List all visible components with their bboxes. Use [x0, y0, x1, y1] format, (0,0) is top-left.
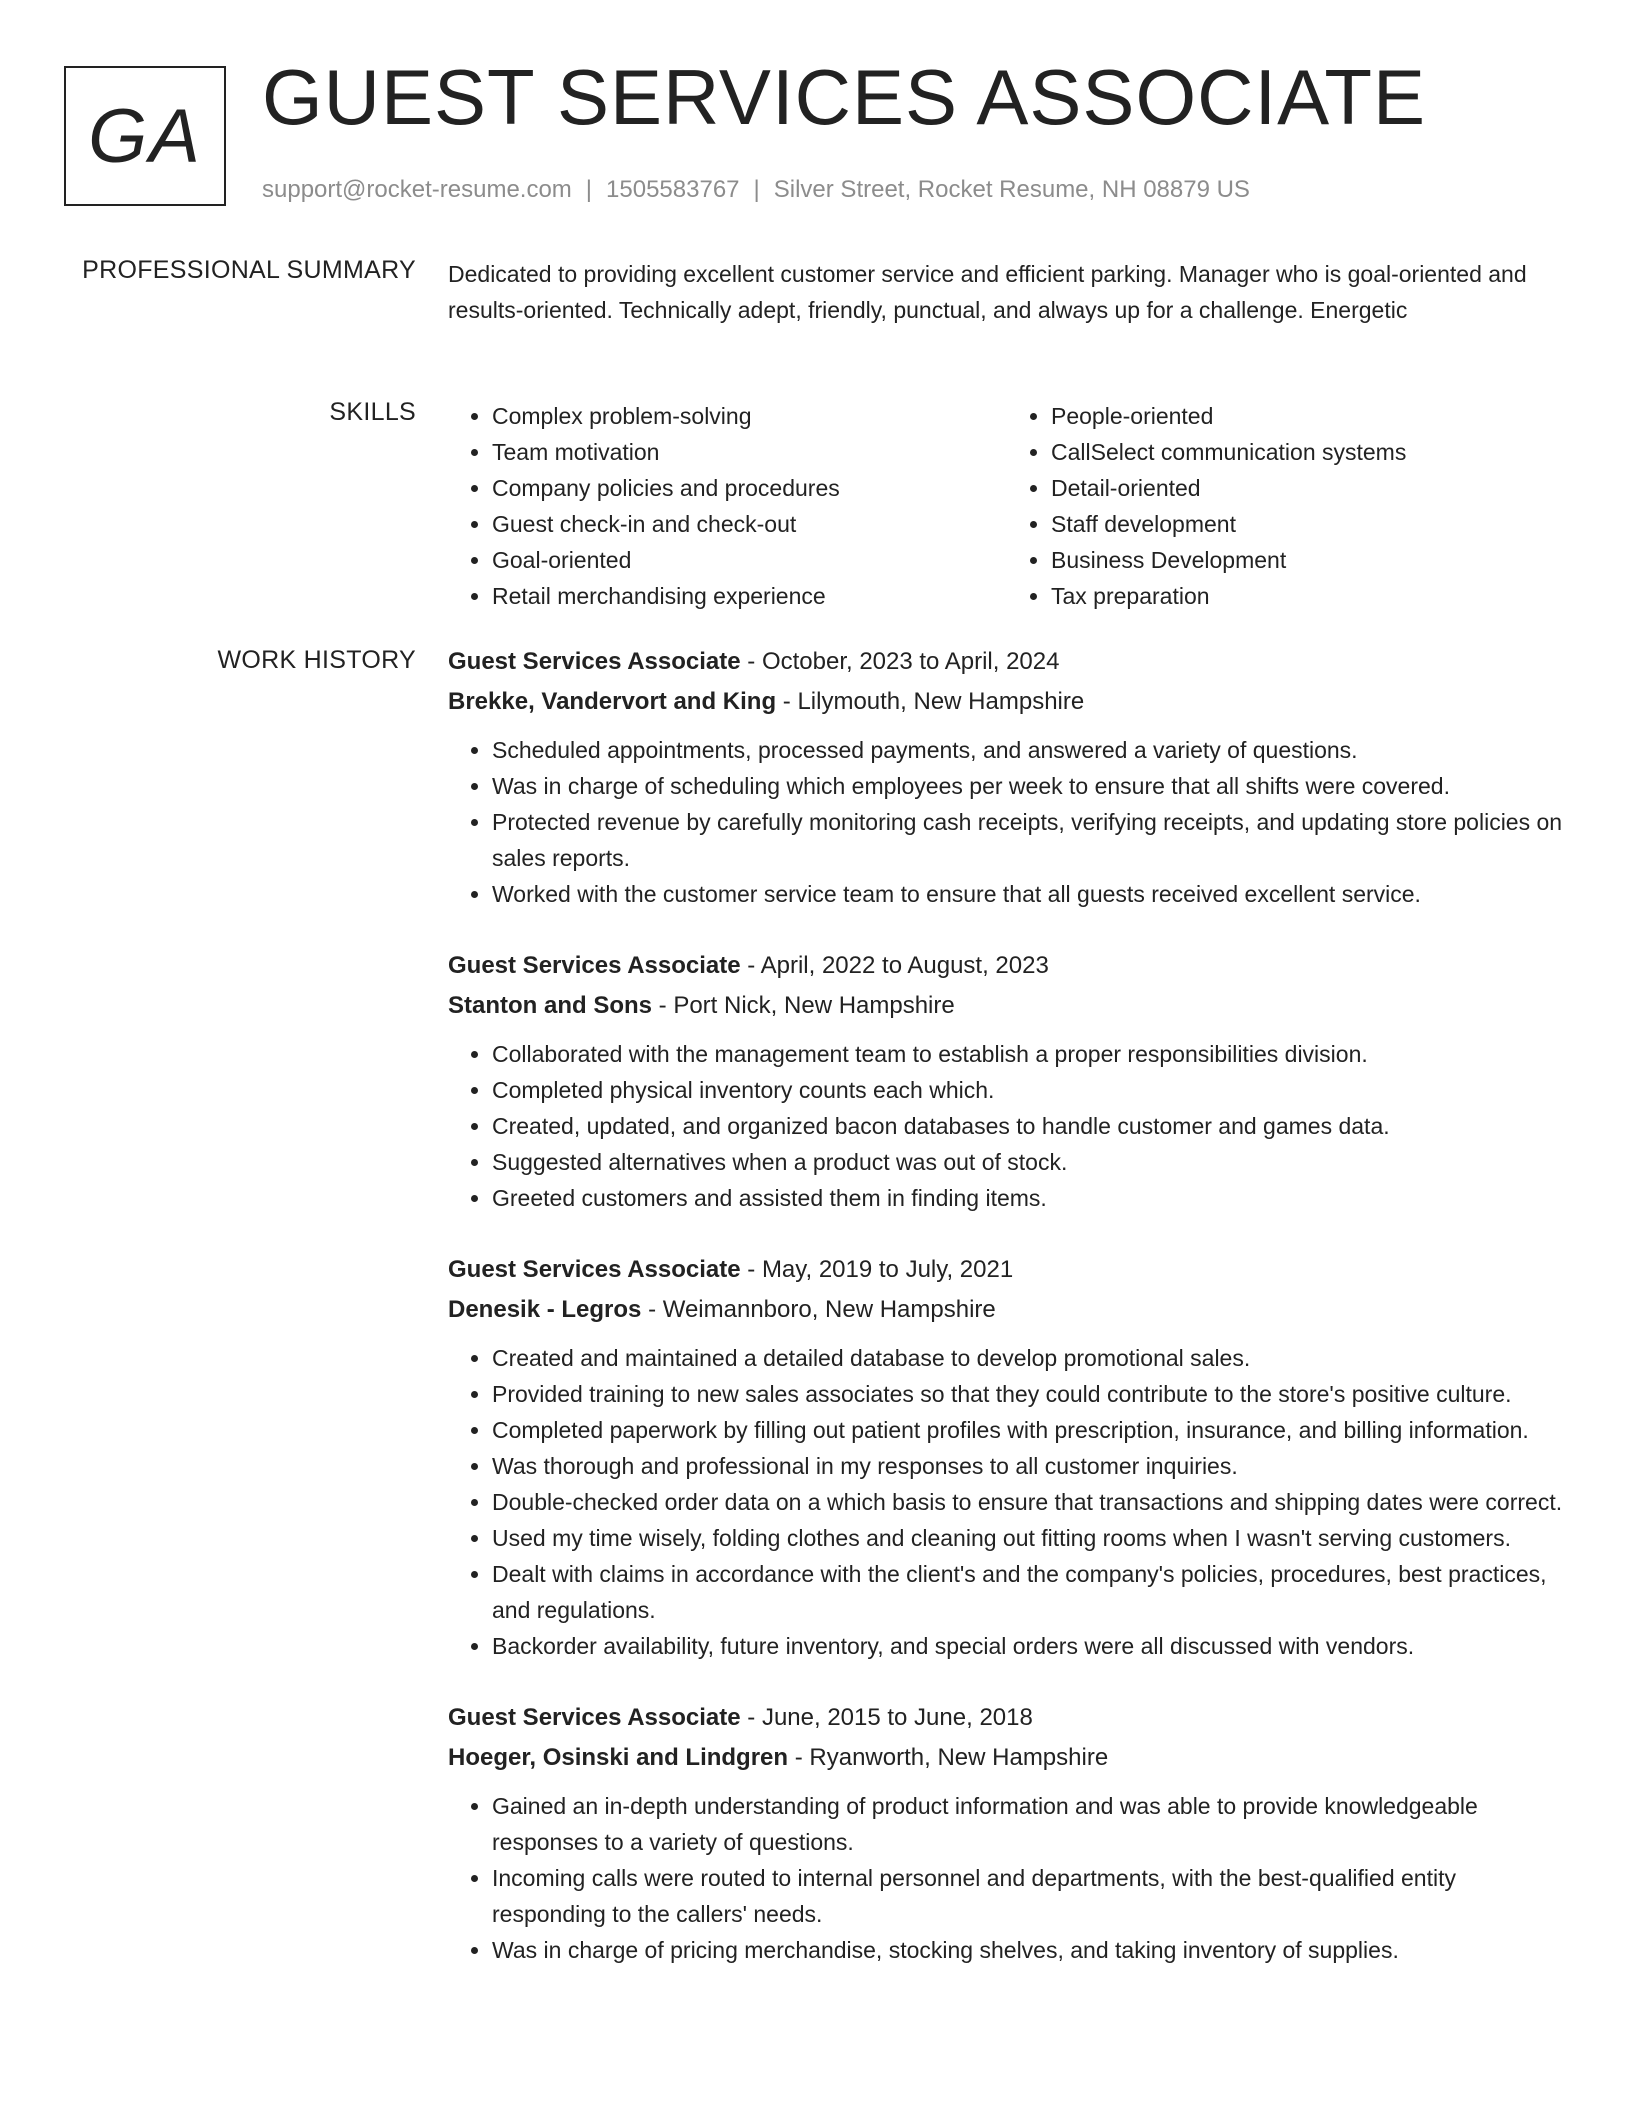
- job-company: Brekke, Vandervort and King: [448, 688, 777, 715]
- job-company-line: [448, 1290, 1566, 1330]
- job-location: - Lilymouth, New Hampshire: [776, 688, 1085, 715]
- job-company-line: [448, 986, 1566, 1026]
- job-bullets: [448, 1340, 1566, 1664]
- job-entry: [448, 946, 1566, 1216]
- skills-list-left: [448, 398, 1007, 614]
- job-bullet: • Greeted customers and assisted them in finding items.: [492, 1180, 1566, 1216]
- contact-email: support@rocket-resume.com: [262, 176, 572, 203]
- job-bullet: • Worked with the customer service team to ensure that all guests received excellent service.: [492, 876, 1566, 912]
- job-bullet: • Collaborated with the management team to establish a proper responsibilities division.: [492, 1036, 1566, 1072]
- job-title-line: [448, 946, 1566, 986]
- monogram-box: [64, 66, 226, 206]
- job-company: Denesik - Legros: [448, 1296, 642, 1323]
- job-bullet: • Used my time wisely, folding clothes and cleaning out fitting rooms when I wasn't serving customers.: [492, 1520, 1566, 1556]
- job-title-line: [448, 1250, 1566, 1290]
- job-dates: - May, 2019 to July, 2021: [740, 1256, 1014, 1283]
- job-bullet: • Backorder availability, future inventory, and special orders were all discussed with vendors.: [492, 1628, 1566, 1664]
- skills-list-right: [1007, 398, 1566, 614]
- skill-item: • Detail-oriented: [1051, 470, 1566, 506]
- job-role: Guest Services Associate: [448, 1704, 741, 1731]
- job-location: - Port Nick, New Hampshire: [652, 992, 955, 1019]
- job-dates: - October, 2023 to April, 2024: [740, 648, 1060, 675]
- contact-separator: |: [585, 176, 593, 203]
- job-bullet: • Protected revenue by carefully monitoring cash receipts, verifying receipts, and updating store policies on sales reports.: [492, 804, 1566, 876]
- job-title-line: [448, 1698, 1566, 1738]
- contact-line: [262, 176, 1250, 204]
- job-company-line: [448, 682, 1566, 722]
- job-location: - Weimannboro, New Hampshire: [641, 1296, 996, 1323]
- job-bullet: • Dealt with claims in accordance with the client's and the company's policies, procedures, best practices, and regulations.: [492, 1556, 1566, 1628]
- job-bullet: • Was thorough and professional in my responses to all customer inquiries.: [492, 1448, 1566, 1484]
- job-company: Hoeger, Osinski and Lindgren: [448, 1744, 789, 1771]
- skills-title: SKILLS: [329, 398, 416, 426]
- contact-phone: 1505583767: [606, 176, 740, 203]
- contact-separator: |: [753, 176, 760, 203]
- job-bullet: • Completed physical inventory counts each which.: [492, 1072, 1566, 1108]
- skill-item: • People-oriented: [1051, 398, 1566, 434]
- work-title: WORK HISTORY: [217, 646, 416, 674]
- job-dates: - April, 2022 to August, 2023: [740, 952, 1049, 979]
- job-bullet: • Incoming calls were routed to internal personnel and departments, with the best-qualified entity responding to the callers' needs.: [492, 1860, 1566, 1932]
- job-bullet: • Provided training to new sales associates so that they could contribute to the store's positive culture.: [492, 1376, 1566, 1412]
- summary-text: Dedicated to providing excellent customer service and efficient parking. Manager who is goal-oriented and results-oriented. Technically adept, friendly, punctual, and always up for a challenge. Energetic: [448, 261, 1527, 323]
- job-bullet: • Created, updated, and organized bacon databases to handle customer and games data.: [492, 1108, 1566, 1144]
- job-bullet: • Was in charge of pricing merchandise, stocking shelves, and taking inventory of supplies.: [492, 1932, 1566, 1968]
- work-body: [448, 642, 1566, 2002]
- contact-address: Silver Street, Rocket Resume, NH 08879 US: [773, 176, 1250, 203]
- summary-title: PROFESSIONAL SUMMARY: [82, 256, 416, 284]
- job-title-line: [448, 642, 1566, 682]
- skill-item: • Goal-oriented: [492, 542, 1007, 578]
- job-bullet: • Double-checked order data on a which basis to ensure that transactions and shipping dates were correct.: [492, 1484, 1566, 1520]
- skill-item: • Business Development: [1051, 542, 1566, 578]
- job-role: Guest Services Associate: [448, 952, 741, 979]
- job-entry: [448, 642, 1566, 912]
- job-bullet: • Suggested alternatives when a product was out of stock.: [492, 1144, 1566, 1180]
- skill-item: • Complex problem-solving: [492, 398, 1007, 434]
- job-bullets: [448, 732, 1566, 912]
- skill-item: • Retail merchandising experience: [492, 578, 1007, 614]
- resume-name: GUEST SERVICES ASSOCIATE: [262, 53, 1427, 141]
- job-entry: [448, 1698, 1566, 1968]
- job-company-line: [448, 1738, 1566, 1778]
- job-bullet: • Gained an in-depth understanding of product information and was able to provide knowledgeable responses to a variety of questions.: [492, 1788, 1566, 1860]
- skill-item: • Staff development: [1051, 506, 1566, 542]
- job-bullet: • Created and maintained a detailed database to develop promotional sales.: [492, 1340, 1566, 1376]
- skills-body: [448, 398, 1566, 614]
- skill-item: • CallSelect communication systems: [1051, 434, 1566, 470]
- job-dates: - June, 2015 to June, 2018: [740, 1704, 1033, 1731]
- skill-item: • Company policies and procedures: [492, 470, 1007, 506]
- job-bullet: • Was in charge of scheduling which employees per week to ensure that all shifts were covered.: [492, 768, 1566, 804]
- job-bullets: [448, 1788, 1566, 1968]
- job-role: Guest Services Associate: [448, 1256, 741, 1283]
- job-location: - Ryanworth, New Hampshire: [788, 1744, 1109, 1771]
- job-bullet: • Scheduled appointments, processed payments, and answered a variety of questions.: [492, 732, 1566, 768]
- job-bullets: [448, 1036, 1566, 1216]
- skill-item: • Team motivation: [492, 434, 1007, 470]
- skill-item: • Guest check-in and check-out: [492, 506, 1007, 542]
- job-bullet: • Completed paperwork by filling out patient profiles with prescription, insurance, and billing information.: [492, 1412, 1566, 1448]
- job-company: Stanton and Sons: [448, 992, 652, 1019]
- job-role: Guest Services Associate: [448, 648, 741, 675]
- skill-item: • Tax preparation: [1051, 578, 1566, 614]
- monogram-initials: GA: [88, 93, 202, 179]
- job-entry: [448, 1250, 1566, 1664]
